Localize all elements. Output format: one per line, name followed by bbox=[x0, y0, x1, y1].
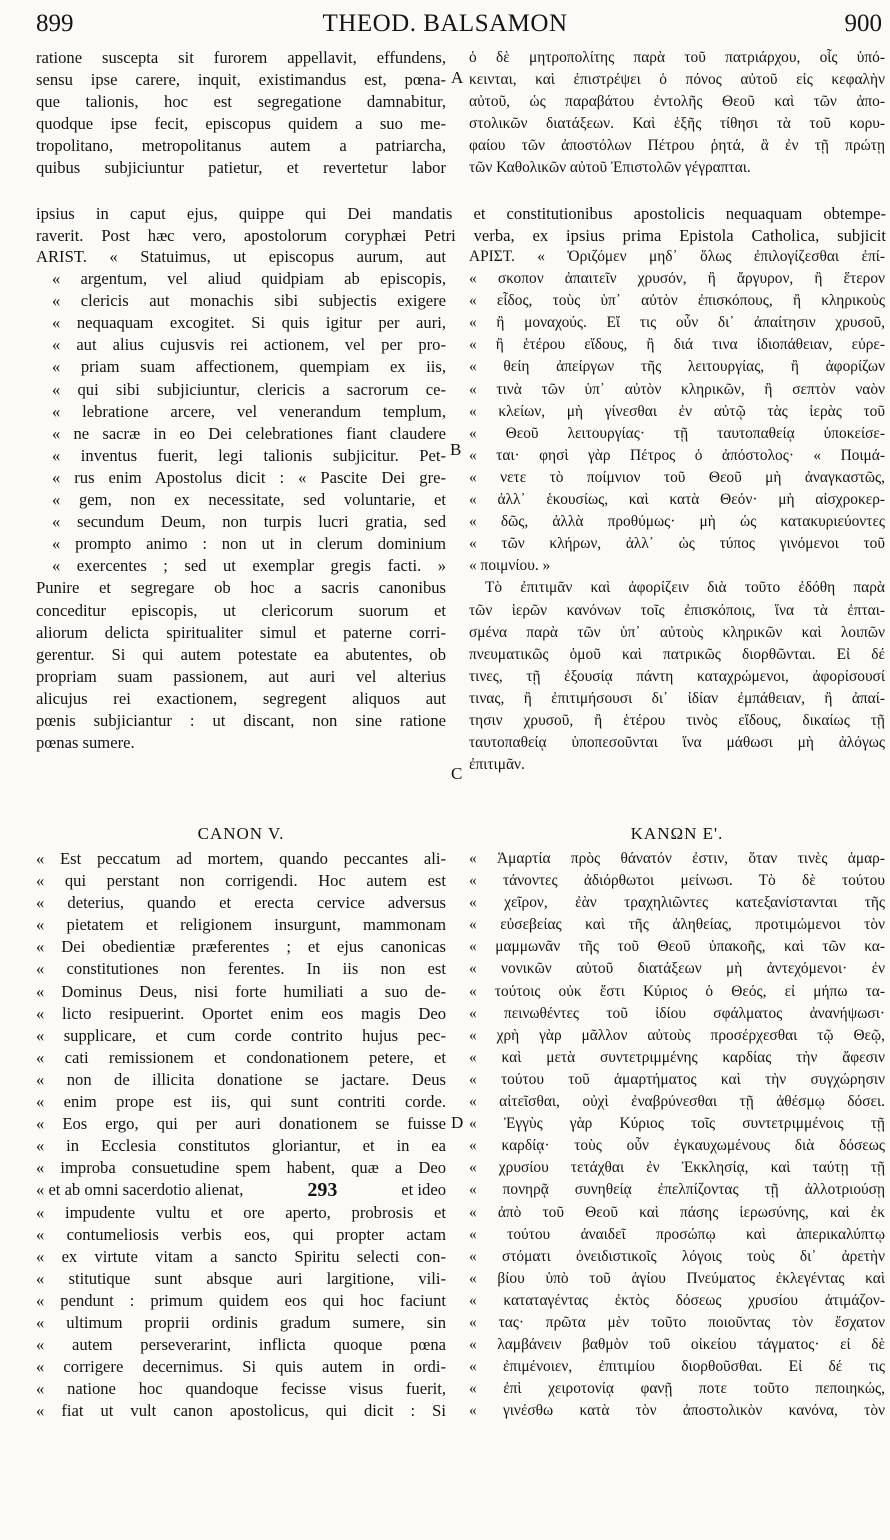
text-line: κεινται, καὶ ἐπιστρέψει ὁ πόνος αὐτοῦ εἰς κεφαλὴν bbox=[469, 71, 885, 89]
margin-marker-a: A bbox=[451, 68, 464, 87]
text-line: « fiat ut vult canon apostolicus, qui dicit : Si bbox=[36, 1401, 446, 1421]
text-line: « πεινωθέντες τοῦ ἰδίου σφάλματος ἀνανήψωσι· bbox=[469, 1004, 885, 1022]
text-line: « Est peccatum ad mortem, quando peccantes ali- bbox=[36, 849, 446, 868]
text-line: gerentur. Si qui autem potestate ea abutentes, ob bbox=[36, 644, 446, 664]
text-line: « nequaquam excogitet. Si quis igitur per auri, bbox=[52, 313, 446, 333]
greek-column-aristenus bbox=[469, 246, 885, 776]
text-line: quibus subjiciuntur patietur, et revertetur labor bbox=[36, 158, 446, 178]
text-line: « natione hoc quandoque fecisse visus fuerit, bbox=[36, 1379, 446, 1399]
text-line: « μαμμωνᾶν τῆς τοῦ Θεοῦ ὑπακοῆς, καὶ τῶν κα- bbox=[469, 938, 885, 956]
text-line: « τούτου ἀναιδεῖ προσώπῳ καὶ ἀπερικαλύπτῳ bbox=[469, 1225, 885, 1243]
margin-marker-b: B bbox=[450, 440, 462, 459]
text-line: « βίου ὑπὸ τοῦ ἁγίου Πνεύματος ἐκλεγέντας καὶ bbox=[469, 1269, 885, 1287]
text-line: ὁ δὲ μητροπολίτης παρὰ τοῦ πατριάρχου, οἷς ὑπό- bbox=[469, 49, 885, 66]
text-line: ipsius in caput ejus, quippe qui Dei mandatis et constitutionibus apostolicis nequaquam obtempe- bbox=[36, 204, 886, 223]
text-line: « Dominus Deus, nisi forte humiliati a suo de- bbox=[36, 981, 446, 1001]
text-line: propriam suam passionem, aut auri vel alterius bbox=[36, 666, 446, 686]
text-line: alicujus rei exactionem, segregent aliquos aut bbox=[36, 688, 446, 708]
text-line: « in Ecclesia constitutos gloriantur, et in ea bbox=[36, 1136, 446, 1156]
text-line: « qui sibi subjiciuntur, clericis a sacrorum ce- bbox=[52, 379, 446, 399]
text-line: aliorum delicta spiritualiter simul et paterne corri- bbox=[36, 622, 446, 642]
text-line: « deterius, quando et erecta cervice adversus bbox=[36, 893, 446, 913]
text-line: Punire et segregare ob hoc a sacris canonibus bbox=[36, 578, 446, 598]
margin-marker-c: C bbox=[451, 764, 463, 783]
text-line: τινας, ἢ ἐπιτιμήσουσι δι᾽ ἰδίαν ἐμπάθειαν, ἢ ἀπαί- bbox=[469, 689, 885, 707]
text-line: « τούτου τοῦ ἁμαρτήματος καὶ τὴν συγχώρησιν bbox=[469, 1070, 885, 1088]
text-line: « τῶν κλήρων, ἀλλ᾽ ὡς τύπος γινόμενοι τοῦ bbox=[469, 535, 885, 553]
text-line: « cati remissionem et condonationem petere, et bbox=[36, 1047, 446, 1067]
text-line: « νετε τὸ ποίμνιον τοῦ Θεοῦ μὴ ἀναγκαστῶς, bbox=[469, 468, 885, 486]
text-line: στολικῶν διατάξεων. Καὶ ἑξῆς τίθησι τὰ τοῦ κορυ- bbox=[469, 115, 885, 133]
text-line: « Ἁμαρτία πρὸς θάνατόν ἐστιν, ὅταν τινὲς ἁμαρ- bbox=[469, 850, 885, 867]
text-line: « τινὰ τῶν ὑπ᾽ αὐτὸν κληρικῶν, ἢ σεπτὸν ναὸν bbox=[469, 380, 885, 398]
text-line: pœnis subjiciantur : ut discant, non sine ratione bbox=[36, 710, 446, 730]
text-line: φαίου τῶν ἀποστόλων Πέτρου ῥητά, ἃ ἐν τῇ πρώτῃ bbox=[469, 137, 885, 155]
text-line: σμένα παρὰ τῶν ὑπ᾽ αὐτοὺς κληρικῶν καὶ λοιπῶν bbox=[469, 623, 885, 641]
spanning-lines bbox=[36, 203, 886, 247]
text-segment: et ideo bbox=[401, 1180, 446, 1200]
text-line: « corrigere decernimus. Si quis autem in ordi- bbox=[36, 1357, 446, 1377]
text-line: « στόματι ὀνειδιστικοῖς λόγοις τοὺς δι᾽ ἀρετὴν bbox=[469, 1247, 885, 1265]
text-line bbox=[36, 1179, 446, 1201]
text-line: « inventus fuerit, legi talionis subjicitur. Pet- bbox=[52, 445, 446, 465]
text-line: πνευματικῶς ὁμοῦ καὶ πατρικῶς διορθῶνται. Εἰ δέ bbox=[469, 645, 885, 663]
text-line: « Ἐγγὺς γὰρ Κύριος τοῖς συντετριμμένοις τῇ bbox=[469, 1115, 885, 1133]
text-line: « καρδίᾳ· τοὺς οὖν ἐγκαυχωμένους διὰ δόσεως bbox=[469, 1137, 885, 1155]
running-title: THEOD. BALSAMON bbox=[322, 10, 568, 37]
text-line: « argentum, vel aliud quidpiam ab episcopis, bbox=[52, 269, 446, 289]
page-header bbox=[0, 0, 890, 50]
text-line: « ἢ μοναχούς. Εἴ τις οὖν δι᾽ ἀπαίτησιν χρυσοῦ, bbox=[469, 314, 885, 332]
text-line: « χρὴ γὰρ μᾶλλον αὐτοὺς προσέρχεσθαι τῷ Θεῷ, bbox=[469, 1026, 885, 1044]
text-line: « lebratione arcere, vel venerandum templum, bbox=[52, 401, 446, 421]
text-line: que talionis, hoc est segregatione damnabitur, bbox=[36, 92, 446, 112]
text-line: « τούτοις οὐκ ἔστι Κύριος ὁ Θεός, εἰ μήπω τα- bbox=[469, 982, 885, 1000]
text-line: « αἰτεῖσθαι, οὐχὶ ἐναβρύνεσθαι τῇ ἀθέσμῳ δόσει. bbox=[469, 1093, 885, 1111]
text-line: « ne sacræ in eo Dei celebrationes fiant claudere bbox=[52, 423, 446, 443]
text-line: « νονικῶν αὐτοῦ διατάξεων μὴ ἀντεχόμενοι· ἐν bbox=[469, 960, 885, 978]
text-line: « ἀλλ᾽ ἑκουσίως, καὶ κατὰ Θεόν· μὴ αἰσχροκερ- bbox=[469, 491, 885, 509]
text-line: « χεῖρον, ἐὰν τραχηλιῶντες κατεξανίστανται τῆς bbox=[469, 894, 885, 912]
greek-column-canon bbox=[469, 848, 885, 1422]
text-line: « ποιμνίου. » bbox=[469, 557, 551, 575]
text-line: « ται· φησὶ γὰρ Πέτρος ὁ ἀπόστολος· « Ποιμά- bbox=[469, 446, 885, 464]
text-line: « supplicare, et cum corde contrito hujus pec- bbox=[36, 1025, 446, 1045]
text-line: « θείη ἀπείργων τῆς λειτουργίας, ἢ ἀφορίζων bbox=[469, 358, 885, 376]
text-line: « γινέσθω κατὰ τὸν ἀποστολικὸν κανόνα, τὸν bbox=[469, 1402, 885, 1420]
text-line: τῶν ἱερῶν κανόνων τοῖς ἐπισκόποις, ἵνα τὰ ἐπται- bbox=[469, 601, 885, 619]
text-line: « clericis aut monachis sibi subjectis exigere bbox=[52, 291, 446, 311]
text-line: « λαμβάνειν βαθμὸν τοῦ οἰκείου τάγματος· εἰ δὲ bbox=[469, 1336, 885, 1354]
text-line: « aut alius cujusvis rei actionem, vel per pro- bbox=[52, 335, 446, 355]
text-line: « stitutique sunt absque auri largitione, vili- bbox=[36, 1268, 446, 1288]
text-line: τησιν χρυσοῦ, ἢ ἑτέρου τινὸς εἴδους, δικαίως τῇ bbox=[469, 711, 885, 729]
text-line: « secundum Deum, non turpis lucri gratia, sed bbox=[52, 512, 446, 532]
text-line: pœnas sumere. bbox=[36, 733, 135, 753]
text-line: « πονηρᾷ συνηθείᾳ ἐπελπίζοντας τῇ ἀλλοτριούσῃ bbox=[469, 1181, 885, 1199]
latin-column-canon bbox=[36, 848, 446, 1422]
text-line: ταυτοπαθείᾳ ὑποπεσοῦνται ἵνα μάθωσι μὴ ἀλόγως bbox=[469, 734, 885, 752]
text-line: αὐτοῦ, ὡς παραβάτου ἐντολῆς Θεοῦ καὶ τῶν ἀπο- bbox=[469, 93, 885, 111]
text-line: « ἐπὶ χειροτονίᾳ φανῇ ποτε τοῦτο πεποιηκώς, bbox=[469, 1380, 885, 1398]
text-line: « rus enim Apostolus dicit : « Pascite Dei gre- bbox=[52, 467, 446, 487]
latin-column-aristenus bbox=[36, 246, 446, 754]
text-line: τῶν Καθολικῶν αὐτοῦ Ἐπιστολῶν γέγραπται. bbox=[469, 159, 751, 177]
text-line: τινες, τῇ ἐξουσίᾳ πάντη καταχρώμενοι, ἀφορίσουσί bbox=[469, 667, 885, 685]
text-line: sensu ipse carere, inquit, existimandus est, pœna- bbox=[36, 70, 446, 90]
text-line: « ex virtute vitam a sancto Spiritu selecti con- bbox=[36, 1246, 446, 1266]
text-line: « licto resipuerint. Oportet enim eos magis Deo bbox=[36, 1003, 446, 1023]
text-line: « τάνοντες ἀδιόρθωτοι μείνωσι. Τὸ δὲ τούτου bbox=[469, 872, 885, 890]
text-line: « exercentes ; sed ut exemplar gregis facti. » bbox=[52, 556, 446, 576]
text-line: « non de illicita donatione se jactare. Deus bbox=[36, 1069, 446, 1089]
text-line: « κλείων, μὴ γίνεσθαι ἐν αὐτῷ τὰς ἱερὰς τοῦ bbox=[469, 402, 885, 420]
text-line: « καταταγέντας ἐκτὸς δόσεως χρυσίου ἀτιμάζον- bbox=[469, 1291, 885, 1309]
text-line: ΑΡΙΣΤ. « Ὁριζόμεν μηδ᾽ ὅλως ἐπιλογίζεσθαι ἐπί- bbox=[469, 248, 885, 265]
text-line: « δῶς, ἀλλὰ προθύμως· μὴ ὡς κατακυριεύοντες bbox=[469, 513, 885, 531]
text-line: ἐπιτιμᾶν. bbox=[469, 756, 525, 774]
latin-column-top bbox=[36, 47, 446, 180]
text-line: « impudente vultu et ore aperto, probrosis et bbox=[36, 1202, 446, 1222]
inline-page-number: 293 bbox=[307, 1179, 338, 1202]
margin-marker-d: D bbox=[451, 1113, 464, 1132]
canon-greek-title: ΚΑΝΩΝ Ε'. bbox=[630, 824, 724, 843]
text-line: Τὸ ἐπιτιμᾶν καὶ ἀφορίζειν διὰ τοῦτο ἐδόθη παρὰ bbox=[485, 579, 885, 597]
text-line: tropolitano, metropolitanus autem a patriarcha, bbox=[36, 136, 446, 156]
text-line: « ultimum proprii ordinis gradum sumere, sin bbox=[36, 1312, 446, 1332]
text-line: « ἀπὸ τοῦ Θεοῦ καὶ πάσης ἱερωσύνης, καὶ ἐκ bbox=[469, 1203, 885, 1221]
text-line: « priam suam affectionem, quempiam ex iis, bbox=[52, 357, 446, 377]
text-line: « σκοπον ἀπαιτεῖν χρυσόν, ἢ ἄργυρον, ἢ ἕτερον bbox=[469, 270, 885, 288]
greek-column-top bbox=[469, 47, 885, 180]
text-line: ratione suscepta sit furorem appellavit, effundens, bbox=[36, 48, 446, 67]
page-number-left: 899 bbox=[36, 10, 74, 37]
text-segment: « et ab omni sacerdotio alienat, bbox=[36, 1180, 244, 1200]
text-line: « ἐπιμένοιεν, ἐπιτιμίου διορθοῦσθαι. Εἰ δέ τις bbox=[469, 1358, 885, 1376]
text-line: « Θεοῦ λειτουργίας· τῇ ταυτοπαθείᾳ ὑποκείσε- bbox=[469, 424, 885, 442]
text-line: quodque ipse fecit, episcopus quidem a suo me- bbox=[36, 114, 446, 134]
text-line: « pietatem et religionem insurgunt, mammonam bbox=[36, 915, 446, 935]
text-line: conceditur episcopis, ut clericorum suorum et bbox=[36, 600, 446, 620]
text-line: « τας· πρῶτα μὲν τοῦτο ποιοῦντας τὸν ἔσχατον bbox=[469, 1313, 885, 1331]
text-line: « εὐσεβείας καὶ τῆς ἀληθείας, προτιμώμενοι τὸν bbox=[469, 916, 885, 934]
text-line: « χρυσίου τετάχθαι ἐν Ἐκκλησίᾳ, καὶ ταύτῃ τῇ bbox=[469, 1159, 885, 1177]
page-number-right: 900 bbox=[844, 10, 882, 37]
text-line: « contumeliosis verbis eos, qui propter actam bbox=[36, 1224, 446, 1244]
text-line: « enim prope est iis, qui sunt contriti corde. bbox=[36, 1092, 446, 1112]
text-line: « constitutiones non ferentes. In iis non est bbox=[36, 959, 446, 979]
text-line: raverit. Post hæc vero, apostolorum coryphæi Petri verba, ex ipsius prima Epistola Catholica, subjicit bbox=[36, 226, 886, 246]
text-line: « Eos ergo, qui per auri donationem se fuisse bbox=[36, 1114, 446, 1134]
text-line: « autem perseverarint, inflicta quoque pœna bbox=[36, 1335, 446, 1355]
text-line: « qui perstant non corrigendi. Hoc autem est bbox=[36, 871, 446, 891]
text-line: « καὶ μετὰ συντετριμμένης καρδίας τὴν ἄφεσιν bbox=[469, 1048, 885, 1066]
text-line: « gem, non ex necessitate, sed voluntarie, et bbox=[52, 490, 446, 510]
text-line: « prompto animo : non ut in clerum dominium bbox=[52, 534, 446, 554]
text-line: « Dei obedientiæ præferentes ; et ejus canonicas bbox=[36, 937, 446, 957]
text-line: « ἢ ἑτέρου εἴδους, ἢ διά τινα ἰδιοπάθειαν, εὑρε- bbox=[469, 336, 885, 354]
text-line: « improba consuetudine spem habent, quæ a Deo bbox=[36, 1158, 446, 1178]
text-line: « pendunt : primum quidem eos qui hoc faciunt bbox=[36, 1290, 446, 1310]
canon-latin-title: CANON V. bbox=[197, 824, 285, 843]
text-line: « εἶδος, τοὺς ὑπ᾽ αὐτὸν ἐπισκόπους, ἢ κληρικοὺς bbox=[469, 292, 885, 310]
text-line: ARIST. « Statuimus, ut episcopus aurum, aut bbox=[36, 247, 446, 266]
